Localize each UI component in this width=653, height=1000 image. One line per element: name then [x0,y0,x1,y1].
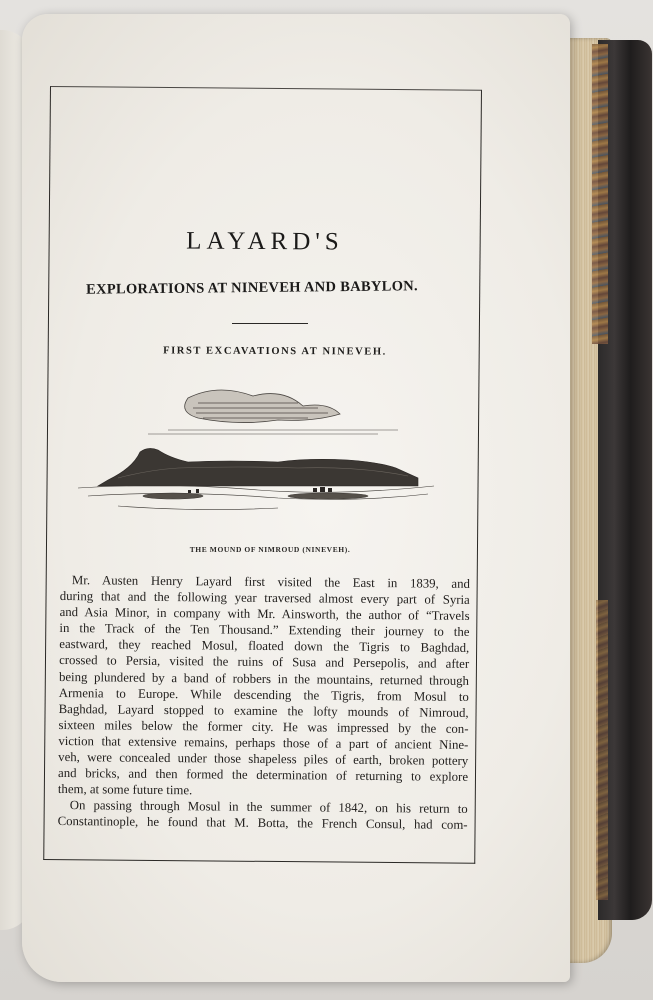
mound [98,448,418,486]
body-line: veh, were concealed under those shapeless piles of earth, broken pottery [58,750,469,768]
body-line: and Asia Minor, in company with Mr. Ainsworth, the author of “Travels [59,605,470,624]
section-heading: FIRST EXCAVATIONS AT NINEVEH. [163,345,387,358]
illustration-caption: THE MOUND OF NIMROUD (NINEVEH). [189,545,351,554]
body-line: Baghdad, Layard stopped to examine the lofty mounds of Nimroud, [58,701,469,720]
body-line: Armenia to Europe. While descending the Tigris, from Mosul to [58,685,469,704]
body-line: sixteen miles below the former city. He was impressed by the con- [58,717,469,736]
body-line: and bricks, and then formed the determination of returning to explore [58,766,469,785]
body-line: crossed to Persia, visited the ruins of Susa and Persepolis, and after [59,653,470,672]
body-line: in the Track of the Ten Thousand.” Extending their journey to the [59,621,470,640]
page-title: LAYARD'S [186,227,344,256]
body-line: Mr. Austen Henry Layard first visited the East in 1839, and [71,573,470,591]
body-line: eastward, they reached Mosul, floated down the Tigris to Baghdad, [59,637,470,656]
body-line: during that and the following year traversed almost every part of Syria [59,589,470,608]
body-line: On passing through Mosul in the summer of 1842, on his return to [69,798,468,817]
body-line: being plundered by a band of robbers in the mountains, returned through [58,669,470,688]
body-line: them, at some future time. [57,782,193,798]
marbled-endpaper-lower [596,600,608,900]
body-line: viction that extensive remains, perhaps those of a part of ancient Nine- [58,733,469,752]
page-subtitle: EXPLORATIONS AT NINEVEH AND BABYLON. [85,278,419,298]
title-divider-rule [232,323,308,324]
foreground [78,485,434,509]
marbled-endpaper [592,44,608,344]
body-line: Constantinople, he found that M. Botta, the French Consul, had com- [57,814,468,833]
body-text [58,572,470,833]
mound-engraving [78,378,434,538]
clouds [148,390,398,434]
